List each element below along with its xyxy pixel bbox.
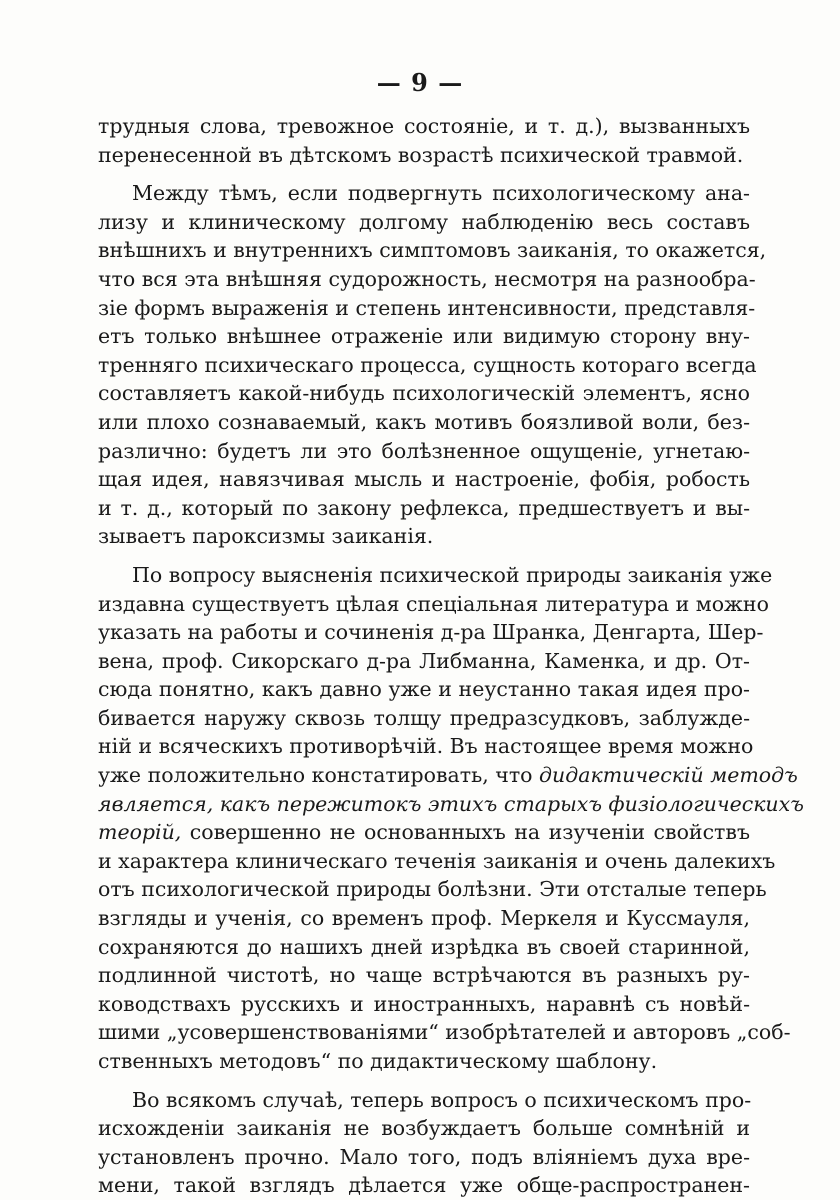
text-line: щая идея, навязчивая мысль и настроеніе, фобія, робость [98,467,750,492]
text-line: и характера клиническаго теченія заиканія и очень далекихъ [98,848,776,873]
text-line: и т. д., который по закону рефлекса, предшествуетъ и вы- [98,495,750,520]
text-line: различно: будетъ ли это болѣзненное ощущеніе, угнетаю- [98,438,750,463]
text-line: сохраняются до нашихъ дней изрѣдка въ своей старинной, [98,934,750,959]
text-line: вена, проф. Сикорскаго д-ра Либманна, Каменка, и др. От- [98,648,750,673]
text-line: ній и всяческихъ противорѣчій. Въ настоящее время можно [98,734,754,759]
text-line: взгляды и ученія, со временъ проф. Меркеля и Куссмауля, [98,906,750,931]
paragraph [98,179,767,551]
text-line: что вся эта внѣшняя судорожность, несмотря на разнообра- [98,266,756,291]
text-line: подлинной чистотѣ, но чаще встрѣчаются въ разныхъ ру- [98,963,750,988]
text-line: етъ только внѣшнее отраженіе или видимую сторону вну- [98,324,750,349]
text-line: тренняго психическаго процесса, сущность котораго всегда [98,352,757,377]
text-line [98,761,798,790]
text-line: мени, такой взглядъ дѣлается уже обще-распространен- [98,1173,750,1198]
italic-phrase: теорій, [98,820,182,845]
text-segment: уже положительно констатировать, что [98,763,533,788]
paragraph [98,1086,750,1200]
text-line: трудныя слова, тревожное состояніе, и т. д.), вызванныхъ [98,114,750,138]
text-line: бивается наружу сквозь толщу предразсудковъ, заблужде- [98,705,750,730]
text-line: Между тѣмъ, если подвергнуть психологическому ана- [132,181,750,206]
text-line: внѣшнихъ и внутреннихъ симптомовъ заиканія, то окажется, [98,238,767,263]
text-line [98,818,750,847]
page-number: — 9 — [376,68,464,97]
text-line: перенесенной въ дѣтскомъ возрастѣ психической травмой. [98,142,744,167]
text-line: ственныхъ методовъ“ по дидактическому шаблону. [98,1049,658,1073]
text-segment: совершенно не основанныхъ на изученіи свойствъ [189,820,750,845]
italic-phrase: дидактическій методъ [539,763,798,788]
text-line: зіе формъ выраженія и степень интенсивности, представля- [98,295,756,320]
text-line: исхожденіи заиканія не возбуждаетъ больше сомнѣній и [98,1116,750,1141]
text-line: лизу и клиническому долгому наблюденію весь составъ [98,209,750,234]
text-line: ководствахъ русскихъ и иностранныхъ, наравнѣ съ новѣй- [98,991,750,1016]
text-line: составляетъ какой-нибудь психологическій элементъ, ясно [98,381,750,406]
text-line: или плохо сознаваемый, какъ мотивъ боязливой воли, без- [98,409,750,434]
text-line: издавна существуетъ цѣлая спеціальная литература и можно [98,591,769,616]
text-line: сюда понятно, какъ давно уже и неустанно такая идея про- [98,677,750,702]
paragraph [98,112,750,169]
text-line: зываетъ пароксизмы заиканія. [98,524,434,549]
text-line: установленъ прочно. Мало того, подъ вліяніемъ духа вре- [98,1144,750,1169]
italic-line: является, какъ пережитокъ этихъ старыхъ физіологическихъ [98,791,804,816]
paragraph [98,561,804,1076]
text-line: отъ психологической природы болѣзни. Эти отсталые теперь [98,877,767,902]
page-body [98,112,804,1200]
text-line: шими „усовершенствованіями“ изобрѣтателей и авторовъ „соб- [98,1020,791,1045]
text-line: Во всякомъ случаѣ, теперь вопросъ о психическомъ про- [132,1087,752,1112]
text-line: указать на работы и сочиненія д-ра Шранка, Денгарта, Шер- [98,620,764,645]
text-line: По вопросу выясненія психической природы заиканія уже [132,562,773,587]
